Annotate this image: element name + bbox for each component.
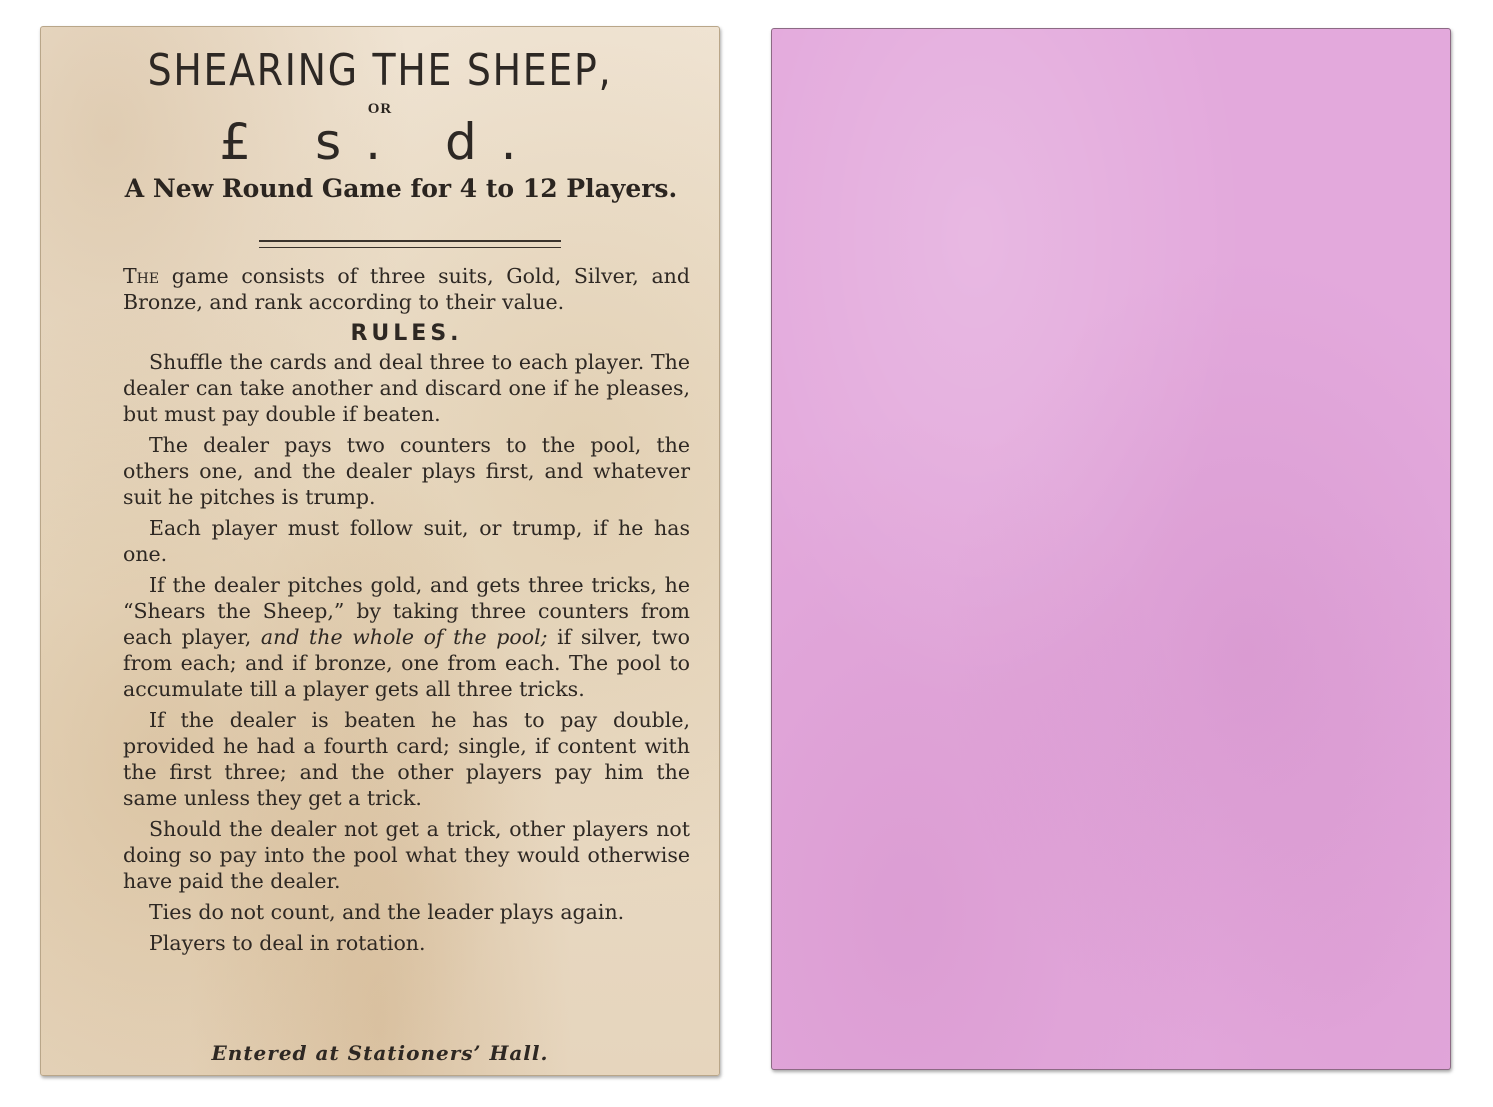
rules-text [123, 263, 690, 961]
title-divider [259, 240, 561, 248]
intro-text: game consists of three suits, Gold, Silver, and Bronze, and rank according to their value. [123, 264, 690, 314]
card-title-lsd: £ s. d. [219, 113, 541, 171]
card-title-or: OR [367, 101, 393, 117]
rule-paragraph: If the dealer is beaten he has to pay double, provided he had a fourth card; single, if content with the first three; and the other players pay him the same unless they get a trick. [123, 708, 690, 810]
rules-heading: RULES. [350, 321, 463, 346]
rule-paragraph: Players to deal in rotation. [149, 931, 426, 955]
card-front-rules [40, 26, 720, 1076]
card-subtitle: A New Round Game for 4 to 12 Players. [124, 174, 678, 203]
rule-text: if silver, two from each; and if bronze, one from each. The pool to accumulate till a player gets all three tricks. [123, 625, 690, 701]
rule-paragraph [123, 572, 690, 702]
rule-paragraph: Each player must follow suit, or trump, if he has one. [123, 516, 690, 566]
intro-first-word: The [123, 264, 160, 288]
rule-paragraph: Shuffle the cards and deal three to each player. The dealer can take another and discard one if he pleases, but must pay double if beaten. [123, 350, 690, 426]
card-footer: Entered at Stationers’ Hall. [211, 1041, 549, 1065]
rule-paragraph: Should the dealer not get a trick, other players not doing so pay into the pool what they would otherwise have paid the dealer. [123, 817, 690, 893]
card-back-pink [771, 28, 1451, 1070]
rule-paragraph: Ties do not count, and the leader plays again. [149, 900, 625, 924]
rule-text: If the dealer pitches gold, and gets three tricks, he “Shears the Sheep,” by taking three counters from each player, [123, 573, 690, 649]
rule-paragraph: The dealer pays two counters to the pool, the others one, and the dealer plays first, and whatever suit he pitches is trump. [123, 433, 690, 509]
rule-text-italic: and the whole of the pool; [260, 625, 548, 649]
card-title: SHEARING THE SHEEP, [147, 45, 613, 96]
intro-paragraph [123, 263, 690, 315]
